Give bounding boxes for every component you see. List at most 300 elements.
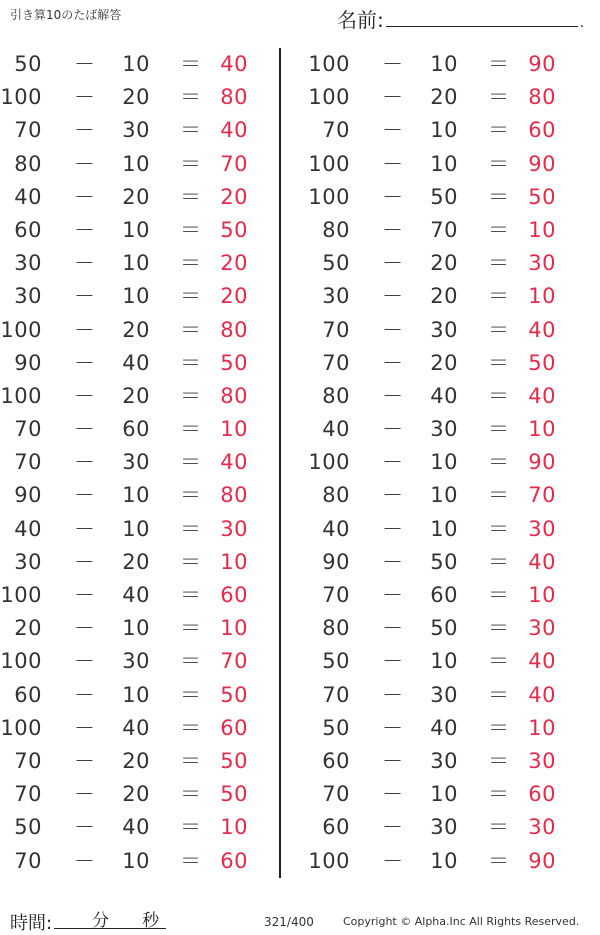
equals-sign: ＝: [180, 350, 202, 375]
seconds-label: 秒: [142, 911, 160, 931]
equals-sign: ＝: [488, 516, 510, 541]
equals-sign: ＝: [488, 251, 510, 276]
problem-row: [308, 612, 588, 645]
answer: 10: [220, 616, 248, 641]
right-problem-column: [308, 48, 588, 878]
minuend: 100: [0, 85, 42, 110]
answer: 10: [528, 583, 556, 607]
minuend: 70: [14, 748, 42, 773]
subtrahend: 10: [430, 151, 458, 176]
equals-sign: ＝: [488, 350, 510, 375]
answer: 10: [220, 815, 248, 840]
equals-sign: ＝: [488, 317, 510, 342]
subtrahend: 10: [122, 52, 150, 76]
minuend: 30: [14, 251, 42, 276]
minus-sign: －: [382, 417, 404, 442]
minus-sign: －: [74, 516, 96, 541]
subtrahend: 40: [122, 350, 150, 375]
equals-sign: ＝: [180, 284, 202, 309]
subtrahend: 40: [122, 583, 150, 607]
problem-row: [0, 546, 280, 579]
minus-sign: －: [74, 715, 96, 740]
equals-sign: ＝: [180, 516, 202, 541]
equals-sign: ＝: [488, 549, 510, 574]
minuend: 100: [0, 583, 42, 607]
answer: 40: [220, 450, 248, 475]
subtrahend: 10: [122, 284, 150, 309]
minus-sign: －: [74, 350, 96, 375]
minus-sign: －: [382, 616, 404, 641]
minuend: 70: [322, 118, 350, 143]
answer: 50: [220, 350, 248, 375]
answer: 10: [220, 417, 248, 442]
problem-row: [308, 214, 588, 247]
subtrahend: 20: [122, 549, 150, 574]
equals-sign: ＝: [180, 151, 202, 176]
minuend: 100: [308, 848, 350, 873]
problem-row: [308, 778, 588, 811]
equals-sign: ＝: [488, 217, 510, 242]
time-input-line[interactable]: [54, 906, 166, 929]
minus-sign: －: [382, 184, 404, 209]
problem-row: [308, 845, 588, 878]
equals-sign: ＝: [180, 317, 202, 342]
problem-row: [308, 181, 588, 214]
problem-row: [308, 48, 588, 81]
minuend: 80: [322, 616, 350, 641]
answer: 40: [220, 52, 248, 76]
problem-row: [308, 546, 588, 579]
problem-row: [308, 247, 588, 280]
minuend: 70: [14, 782, 42, 807]
minuend: 100: [0, 383, 42, 408]
column-divider: [279, 48, 281, 878]
subtrahend: 10: [430, 52, 458, 76]
minus-sign: －: [74, 549, 96, 574]
subtrahend: 60: [430, 583, 458, 607]
problem-row: [308, 679, 588, 712]
problem-row: [0, 745, 280, 778]
equals-sign: ＝: [488, 151, 510, 176]
problem-row: [308, 645, 588, 678]
subtrahend: 30: [430, 815, 458, 840]
problem-row: [0, 413, 280, 446]
problem-row: [0, 446, 280, 479]
minus-sign: －: [382, 483, 404, 508]
subtrahend: 10: [430, 782, 458, 807]
subtrahend: 10: [122, 217, 150, 242]
minuend: 70: [322, 682, 350, 707]
subtrahend: 20: [430, 284, 458, 309]
subtrahend: 20: [122, 383, 150, 408]
equals-sign: ＝: [488, 118, 510, 143]
equals-sign: ＝: [488, 782, 510, 807]
equals-sign: ＝: [180, 52, 202, 76]
minus-sign: －: [74, 782, 96, 807]
subtrahend: 30: [122, 450, 150, 475]
minus-sign: －: [382, 549, 404, 574]
minus-sign: －: [74, 616, 96, 641]
minuend: 100: [0, 317, 42, 342]
equals-sign: ＝: [488, 848, 510, 873]
minuend: 100: [308, 52, 350, 76]
minuend: 70: [322, 782, 350, 807]
minus-sign: －: [74, 815, 96, 840]
equals-sign: ＝: [488, 52, 510, 76]
equals-sign: ＝: [488, 815, 510, 840]
problem-row: [0, 48, 280, 81]
subtrahend: 10: [430, 848, 458, 873]
minuend: 70: [14, 848, 42, 873]
problem-row: [0, 712, 280, 745]
answer: 10: [220, 549, 248, 574]
subtrahend: 30: [430, 417, 458, 442]
equals-sign: ＝: [488, 383, 510, 408]
minuend: 50: [322, 715, 350, 740]
subtrahend: 50: [430, 616, 458, 641]
problem-row: [308, 347, 588, 380]
minuend: 80: [322, 383, 350, 408]
minuend: 70: [322, 350, 350, 375]
equals-sign: ＝: [180, 383, 202, 408]
minus-sign: －: [382, 848, 404, 873]
minus-sign: －: [382, 118, 404, 143]
minuend: 100: [0, 649, 42, 674]
problem-row: [0, 214, 280, 247]
equals-sign: ＝: [180, 549, 202, 574]
minuend: 40: [322, 516, 350, 541]
minus-sign: －: [382, 583, 404, 607]
answer: 50: [220, 217, 248, 242]
answer: 10: [528, 715, 556, 740]
minuend: 70: [322, 317, 350, 342]
minuend: 90: [14, 483, 42, 508]
answer: 70: [220, 151, 248, 176]
equals-sign: ＝: [180, 85, 202, 110]
equals-sign: ＝: [180, 682, 202, 707]
problem-row: [0, 280, 280, 313]
equals-sign: ＝: [180, 715, 202, 740]
minus-sign: －: [382, 151, 404, 176]
problem-row: [0, 513, 280, 546]
equals-sign: ＝: [488, 417, 510, 442]
minus-sign: －: [382, 251, 404, 276]
answer: 40: [528, 383, 556, 408]
answer: 80: [528, 85, 556, 110]
minuend: 100: [308, 184, 350, 209]
minus-sign: －: [382, 815, 404, 840]
equals-sign: ＝: [180, 583, 202, 607]
answer: 10: [528, 417, 556, 442]
problem-row: [0, 645, 280, 678]
minuend: 40: [14, 516, 42, 541]
answer: 20: [220, 251, 248, 276]
answer: 90: [528, 450, 556, 475]
problem-row: [308, 380, 588, 413]
subtrahend: 10: [122, 251, 150, 276]
worksheet-title: 引き算10のたば解答: [10, 8, 122, 22]
subtrahend: 20: [122, 184, 150, 209]
subtrahend: 30: [430, 317, 458, 342]
problem-row: [308, 148, 588, 181]
answer: 60: [220, 848, 248, 873]
equals-sign: ＝: [180, 184, 202, 209]
problem-row: [308, 280, 588, 313]
minuend: 100: [308, 85, 350, 110]
subtrahend: 10: [430, 516, 458, 541]
equals-sign: ＝: [488, 450, 510, 475]
equals-sign: ＝: [180, 217, 202, 242]
minuend: 20: [14, 616, 42, 641]
subtrahend: 40: [430, 383, 458, 408]
equals-sign: ＝: [488, 583, 510, 607]
answer: 60: [220, 583, 248, 607]
subtrahend: 10: [122, 616, 150, 641]
equals-sign: ＝: [180, 118, 202, 143]
minuend: 80: [14, 151, 42, 176]
minuend: 100: [308, 450, 350, 475]
minus-sign: －: [382, 284, 404, 309]
problem-row: [308, 479, 588, 512]
minuend: 80: [322, 483, 350, 508]
equals-sign: ＝: [180, 782, 202, 807]
equals-sign: ＝: [180, 616, 202, 641]
problem-row: [0, 247, 280, 280]
name-field: [337, 4, 584, 33]
minus-sign: －: [74, 483, 96, 508]
minuend: 100: [308, 151, 350, 176]
equals-sign: ＝: [180, 417, 202, 442]
answer: 10: [528, 217, 556, 242]
subtrahend: 30: [430, 682, 458, 707]
minus-sign: －: [74, 848, 96, 873]
page-number: 321/400: [264, 915, 314, 929]
minuend: 60: [14, 682, 42, 707]
subtrahend: 10: [122, 516, 150, 541]
problem-row: [0, 845, 280, 878]
minus-sign: －: [382, 516, 404, 541]
answer: 20: [220, 184, 248, 209]
problem-row: [308, 446, 588, 479]
minuend: 70: [14, 118, 42, 143]
subtrahend: 20: [122, 782, 150, 807]
answer: 30: [220, 516, 248, 541]
minuend: 90: [14, 350, 42, 375]
minus-sign: －: [74, 284, 96, 309]
answer: 70: [528, 483, 556, 508]
copyright-notice: Copyright © Alpha.Inc All Rights Reserved.: [343, 915, 580, 928]
subtrahend: 10: [122, 682, 150, 707]
subtrahend: 20: [122, 317, 150, 342]
answer: 50: [528, 350, 556, 375]
equals-sign: ＝: [488, 748, 510, 773]
answer: 50: [220, 782, 248, 807]
answer: 90: [528, 151, 556, 176]
equals-sign: ＝: [180, 649, 202, 674]
minuend: 50: [322, 251, 350, 276]
problem-row: [308, 81, 588, 114]
minus-sign: －: [382, 450, 404, 475]
subtrahend: 20: [430, 350, 458, 375]
minus-sign: －: [382, 715, 404, 740]
problem-row: [0, 347, 280, 380]
equals-sign: ＝: [488, 483, 510, 508]
equals-sign: ＝: [180, 483, 202, 508]
subtrahend: 50: [430, 184, 458, 209]
subtrahend: 70: [430, 217, 458, 242]
subtrahend: 40: [430, 715, 458, 740]
minuend: 50: [14, 52, 42, 76]
minus-sign: －: [74, 450, 96, 475]
answer: 80: [220, 317, 248, 342]
minus-sign: －: [382, 748, 404, 773]
problem-row: [308, 811, 588, 844]
subtrahend: 10: [430, 483, 458, 508]
answer: 60: [528, 118, 556, 143]
subtrahend: 10: [122, 848, 150, 873]
answer: 30: [528, 748, 556, 773]
problem-row: [308, 314, 588, 347]
answer: 60: [528, 782, 556, 807]
minus-sign: －: [74, 217, 96, 242]
answer: 30: [528, 516, 556, 541]
left-problem-column: [0, 48, 280, 878]
minuend: 60: [322, 815, 350, 840]
problem-row: [0, 81, 280, 114]
answer: 40: [528, 682, 556, 707]
problem-row: [0, 679, 280, 712]
answer: 90: [528, 848, 556, 873]
answer: 40: [528, 649, 556, 674]
problem-row: [308, 513, 588, 546]
problem-row: [0, 479, 280, 512]
equals-sign: ＝: [180, 450, 202, 475]
minuend: 100: [0, 715, 42, 740]
minus-sign: －: [74, 649, 96, 674]
equals-sign: ＝: [180, 748, 202, 773]
answer: 20: [220, 284, 248, 309]
answer: 80: [220, 383, 248, 408]
minus-sign: －: [74, 748, 96, 773]
answer: 40: [220, 118, 248, 143]
subtrahend: 10: [122, 483, 150, 508]
problem-row: [308, 413, 588, 446]
answer: 90: [528, 52, 556, 76]
equals-sign: ＝: [180, 848, 202, 873]
subtrahend: 10: [430, 450, 458, 475]
equals-sign: ＝: [488, 85, 510, 110]
minus-sign: －: [74, 417, 96, 442]
answer: 70: [220, 649, 248, 674]
subtrahend: 10: [122, 151, 150, 176]
minuend: 30: [14, 284, 42, 309]
minuend: 70: [14, 450, 42, 475]
subtrahend: 30: [122, 649, 150, 674]
minus-sign: －: [382, 85, 404, 110]
subtrahend: 20: [430, 251, 458, 276]
minus-sign: －: [382, 52, 404, 76]
minus-sign: －: [74, 383, 96, 408]
problem-row: [308, 712, 588, 745]
answer: 60: [220, 715, 248, 740]
name-input-line[interactable]: [386, 6, 578, 27]
minus-sign: －: [382, 317, 404, 342]
equals-sign: ＝: [488, 184, 510, 209]
minus-sign: －: [382, 649, 404, 674]
minus-sign: －: [74, 85, 96, 110]
subtrahend: 20: [122, 748, 150, 773]
minus-sign: －: [382, 682, 404, 707]
answer: 50: [220, 682, 248, 707]
answer: 40: [528, 317, 556, 342]
subtrahend: 40: [122, 815, 150, 840]
problem-row: [308, 114, 588, 147]
subtrahend: 20: [430, 85, 458, 110]
answer: 50: [220, 748, 248, 773]
minuend: 40: [322, 417, 350, 442]
subtrahend: 40: [122, 715, 150, 740]
minus-sign: －: [74, 583, 96, 607]
name-end-dot: .: [579, 15, 585, 31]
problem-row: [0, 811, 280, 844]
answer: 80: [220, 85, 248, 110]
subtrahend: 50: [430, 549, 458, 574]
subtrahend: 20: [122, 85, 150, 110]
name-label: 名前:: [337, 8, 384, 32]
minus-sign: －: [382, 350, 404, 375]
minus-sign: －: [382, 383, 404, 408]
minuend: 30: [322, 284, 350, 309]
equals-sign: ＝: [488, 284, 510, 309]
answer: 80: [220, 483, 248, 508]
problem-row: [0, 314, 280, 347]
minus-sign: －: [74, 317, 96, 342]
minuend: 50: [14, 815, 42, 840]
problem-row: [0, 380, 280, 413]
minuend: 60: [322, 748, 350, 773]
answer: 10: [528, 284, 556, 309]
problem-row: [308, 579, 588, 612]
answer: 30: [528, 251, 556, 276]
equals-sign: ＝: [488, 616, 510, 641]
minuend: 70: [322, 583, 350, 607]
answer: 50: [528, 184, 556, 209]
answer: 40: [528, 549, 556, 574]
subtrahend: 10: [430, 649, 458, 674]
minus-sign: －: [74, 682, 96, 707]
minus-sign: －: [382, 782, 404, 807]
problem-row: [0, 114, 280, 147]
minus-sign: －: [382, 217, 404, 242]
equals-sign: ＝: [488, 715, 510, 740]
minuend: 30: [14, 549, 42, 574]
equals-sign: ＝: [180, 815, 202, 840]
minuend: 70: [14, 417, 42, 442]
answer: 30: [528, 815, 556, 840]
minuend: 80: [322, 217, 350, 242]
problem-row: [0, 579, 280, 612]
minuend: 90: [322, 549, 350, 574]
minuend: 60: [14, 217, 42, 242]
subtrahend: 60: [122, 417, 150, 442]
equals-sign: ＝: [488, 649, 510, 674]
minus-sign: －: [74, 251, 96, 276]
minutes-label: 分: [92, 911, 110, 931]
time-label: 時間:: [10, 913, 53, 934]
minus-sign: －: [74, 52, 96, 76]
problem-row: [0, 148, 280, 181]
subtrahend: 30: [122, 118, 150, 143]
